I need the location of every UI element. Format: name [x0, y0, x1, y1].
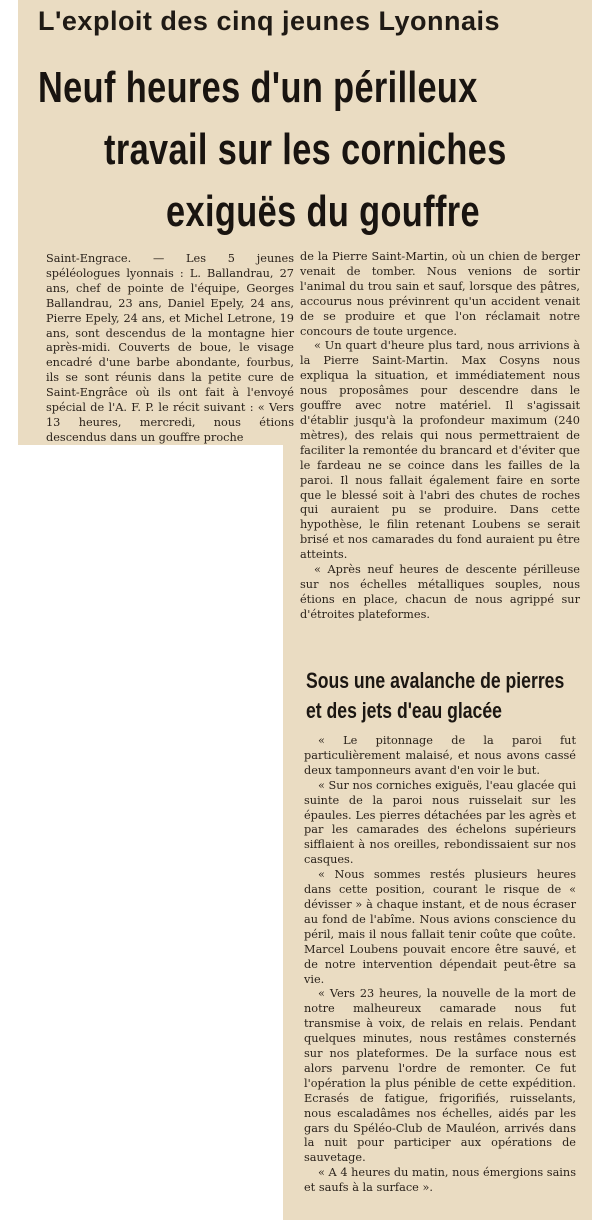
subheading-line-2: et des jets d'eau glacée — [306, 698, 502, 723]
article-column-2 — [300, 250, 580, 623]
headline-line-3: exiguës du gouffre — [166, 187, 481, 236]
column-3-paragraph: « Vers 23 heures, la nouvelle de la mort de notre malheureux camarade nous fut transmise à voix, de relais en relais. Pendant quelques minutes, nous restâmes consternés sur nos plateformes. De la surface nous est alors parvenu l'ordre de remonter. Ce fut l'opération la plus pénible de cette expédition. Ecrasés de fatigue, frigorifiés, ruisselants, nous escaladâmes nos échelles, aidés par les gars du Spéléo-Club de Mauléon, arrivés dans la nuit pour participer aux opérations de sauvetage. — [304, 987, 576, 1165]
column-2-paragraph: « Après neuf heures de descente périlleuse sur nos échelles métalliques souples, nous étions en place, chacun de nous agrippé sur d'étroites plateformes. — [300, 563, 580, 621]
article-column-3 — [304, 734, 576, 1196]
column-2-paragraph: de la Pierre Saint-Martin, où un chien de berger venait de tomber. Nous venions de sortir l'animal du trou sain et sauf, lorsque des pâtres, accourus nous prévinrent qu'un accident venait de se produire et que l'on réclamait notre concours de toute urgence. — [300, 250, 580, 338]
subheading-line-1: Sous une avalanche de pierres — [306, 668, 565, 693]
column-1-text: Saint-Engrace. — Les 5 jeunes spéléologues lyonnais : L. Ballandrau, 27 ans, chef de pointe de l'équipe, Georges Ballandrau, 23 ans, Daniel Epely, 24 ans, Pierre Epely, 24 ans, et Michel Letrone, 19 ans, sont descendus de la montagne hier après-midi. Couverts de boue, le visage encadré d'une barbe abondante, fourbus, ils se sont réunis dans la petite cure de Saint-Engrâce où ils ont fait à l'envoyé spécial de l'A. F. P. le récit suivant : « Vers 13 heures, mercredi, nous étions descendus dans un gouffre proche — [46, 252, 294, 444]
column-3-paragraph: « Le pitonnage de la paroi fut particulièrement malaisé, et nous avons cassé deux tamponneurs avant d'en voir le but. — [304, 734, 576, 777]
article-kicker: L'exploit des cinq jeunes Lyonnais — [38, 6, 501, 36]
section-subheading — [306, 666, 564, 726]
headline-line-1: Neuf heures d'un périlleux — [38, 63, 478, 112]
column-3-paragraph: « Sur nos corniches exiguës, l'eau glacée qui suinte de la paroi nous ruisselait sur les épaules. Les pierres détachées par les agrès et par les camarades des échelons supérieurs sifflaient à nos oreilles, rebondissaient sur nos casques. — [304, 778, 576, 867]
column-2-paragraph: « Un quart d'heure plus tard, nous arrivions à la Pierre Saint-Martin. Max Cosyns nous expliqua la situation, et immédiatement nous nous proposâmes pour descendre dans le gouffre avec notre matériel. Il s'agissait d'établir jusqu'à la profondeur maximum (240 mètres), des relais qui nous permettraient de faciliter la remontée du brancard et d'éviter que le fardeau ne se coince dans les failles de la paroi. Il nous fallait également faire en sorte que le blessé soit à l'abri des chutes de roches qui auraient pu se produire. Dans cette hypothèse, le filin retenant Loubens se serait brisé et nos camarades du fond auraient pu être atteints. — [300, 339, 580, 562]
column-3-paragraph: « A 4 heures du matin, nous émergions sains et saufs à la surface ». — [304, 1166, 576, 1195]
article-column-1 — [46, 252, 294, 446]
headline-line-2: travail sur les corniches — [104, 125, 507, 174]
column-3-paragraph: « Nous sommes restés plusieurs heures dans cette position, courant le risque de « dévisser » à chaque instant, et de nous écraser au fond de l'abîme. Nous avions conscience du péril, mais il nous fallait tenir coûte que coûte. Marcel Loubens pouvait encore être sauvé, et de notre intervention dépendait peut-être sa vie. — [304, 868, 576, 986]
